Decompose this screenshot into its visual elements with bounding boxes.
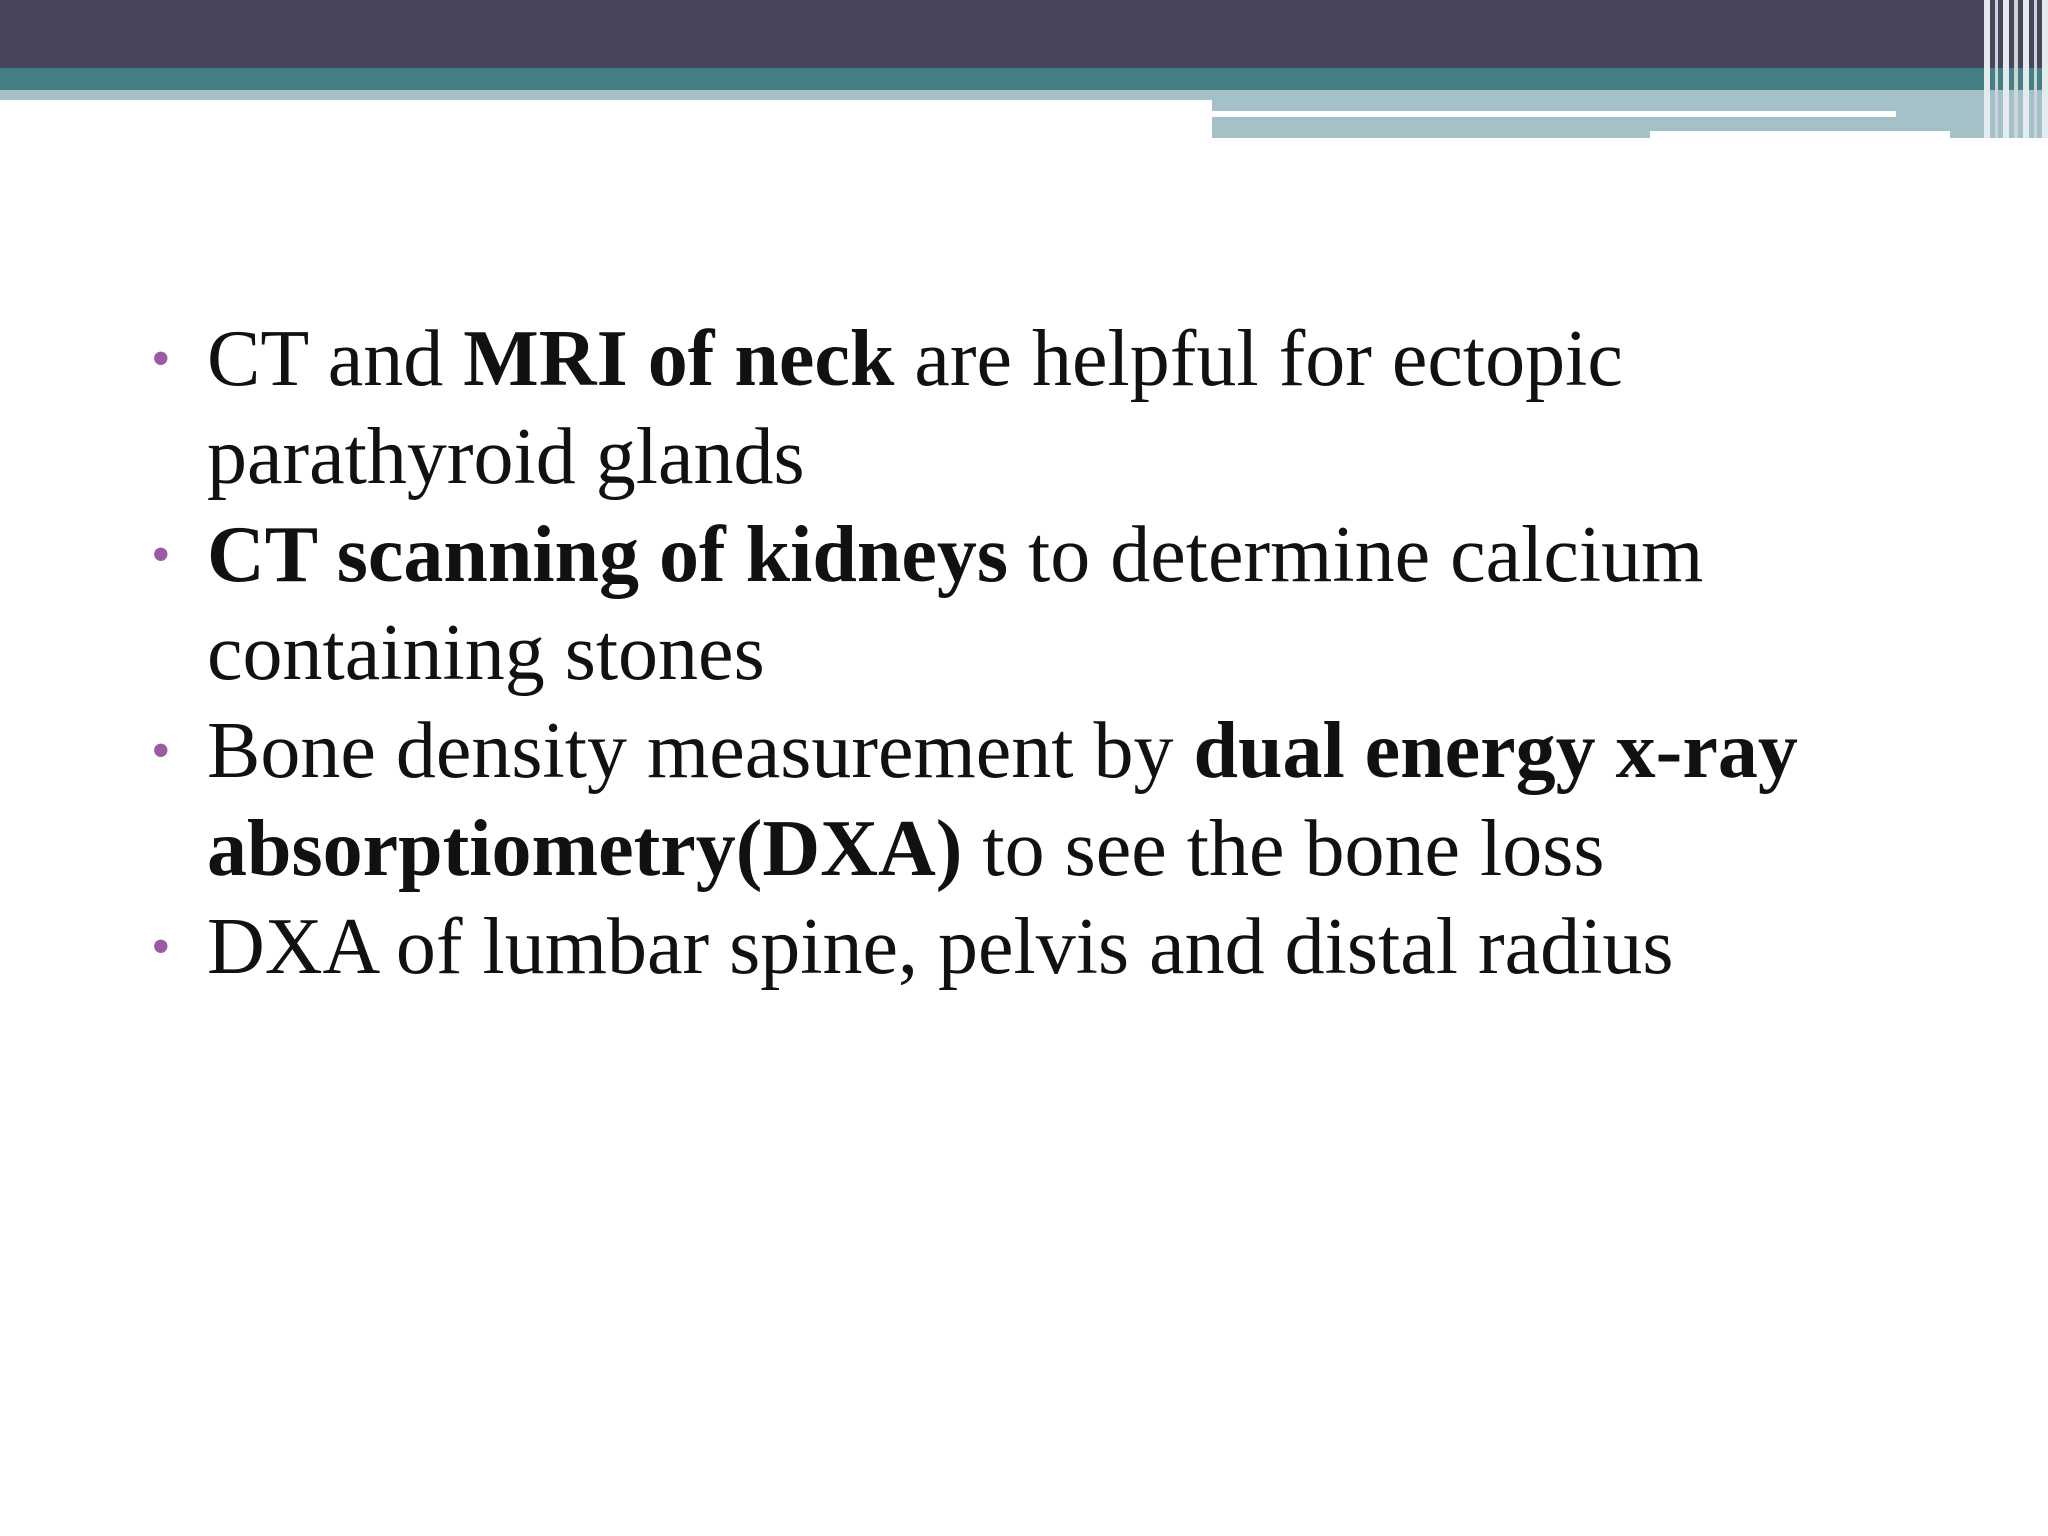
header-band-dark [0,0,2048,68]
bullet-item-kidney-ct [145,506,1975,702]
bullet-dot-icon: • [151,720,171,782]
bullet-dot-icon: • [151,916,171,978]
header-band-teal [0,68,2048,90]
stripe [2023,0,2029,138]
bullet-text-segment: to see the bone loss [962,805,1605,893]
header-band-light-left [0,90,1212,100]
stripe [1995,0,1999,138]
bullet-item-dxa-sites [145,898,1975,996]
bullet-dot-icon: • [151,524,171,586]
bullet-text-segment: to determine calcium containing stones [207,511,1704,697]
bullet-text-bold: CT scanning of kidneys [207,511,1009,599]
bullet-dot-icon: • [151,328,171,390]
header-end-stripes [1984,0,2048,138]
stripe [2014,0,2018,138]
stripe [2042,0,2048,138]
bullet-list [145,310,1975,996]
bullet-text-segment: DXA of lumbar spine, pelvis and distal radius [207,903,1674,991]
bullet-item-bone-density [145,702,1975,898]
bullet-text-segment: Bone density measurement by [207,707,1194,795]
stripe [1984,0,1990,138]
bullet-text-segment: CT and [207,315,464,403]
header-white-stripe [1212,111,1896,117]
bullet-text-segment: are helpful for ectopic parathyroid glands [207,315,1623,501]
bullet-text-bold: dual energy x-ray absorptiometry(DXA) [207,707,1798,893]
header-white-gap [1650,131,1950,138]
bullet-item-imaging-neck [145,310,1975,506]
bullet-text-bold: MRI of neck [463,315,895,403]
stripe [2034,0,2038,138]
slide-body [145,310,1975,996]
stripe [2003,0,2009,138]
